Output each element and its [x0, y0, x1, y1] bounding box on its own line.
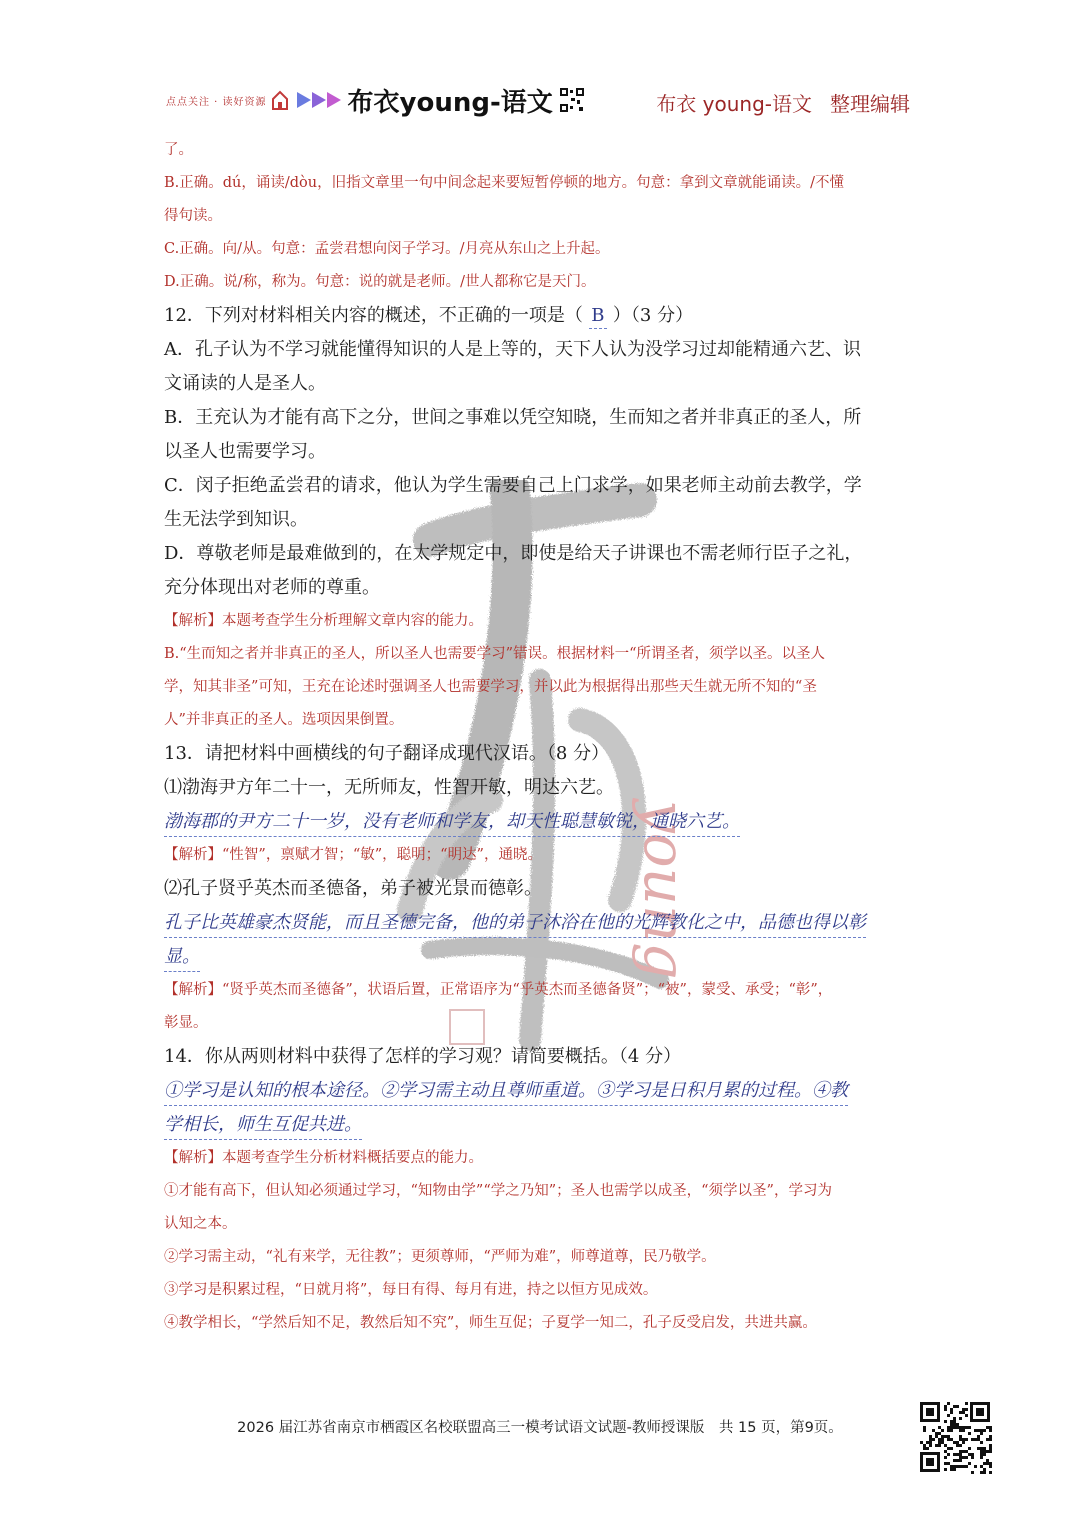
answer-line [164, 940, 916, 974]
question-12-answer: B [589, 304, 607, 329]
brand-logo [166, 82, 585, 118]
answer-line [164, 805, 916, 839]
answer-underline: 孔子比英雄豪杰贤能，而且圣德完备，他的弟子沐浴在他的光辉教化之中，品德也得以彰 [164, 909, 866, 938]
question-12-prefix: 12．下列对材料相关内容的概述，不正确的一项是（ [164, 305, 583, 326]
text-line: ⑵孔子贤乎英杰而圣德备，弟子被光景而德彰。 [164, 878, 542, 899]
header-editor [656, 88, 910, 117]
text-line: 以圣人也需要学习。 [164, 441, 326, 462]
text-line: 充分体现出对老师的尊重。 [164, 577, 380, 598]
analysis-line: 【解析】“贤乎英杰而圣德备”，状语后置，正常语序为“乎英杰而圣德备贤”；“被”，蒙受、承受；“彰”， [164, 982, 833, 998]
analysis-line: 人”并非真正的圣人。选项因果倒置。 [164, 712, 404, 728]
house-icon [271, 89, 289, 111]
analysis-line: ③学习是积累过程，“日就月将”，每日有得、每月有进，持之以恒方见成效。 [164, 1282, 658, 1298]
page-header [160, 78, 920, 120]
analysis-line: 彰显。 [164, 1015, 208, 1031]
arrows-icon [297, 92, 342, 108]
answer-underline: 渤海郡的尹方二十一岁，没有老师和学友，却天性聪慧敏锐，通晓六艺。 [164, 808, 740, 837]
answer-line [164, 1108, 916, 1142]
header-editor-role: 整理编辑 [830, 92, 910, 116]
analysis-line: B.“生而知之者并非真正的圣人，所以圣人也需要学习”错误。根据材料一“所谓圣者，须学以圣。以圣人 [164, 646, 825, 662]
text-line: B．王充认为才能有高下之分，世间之事难以凭空知晓，生而知之者并非真正的圣人，所 [164, 407, 862, 428]
text-line: D．尊敬老师是最难做到的，在太学规定中，即使是给天子讲课也不需老师行臣子之礼， [164, 543, 863, 564]
header-editor-name: 布衣 young-语文 [656, 92, 812, 116]
text-line: C．闵子拒绝孟尝君的请求，他认为学生需要自己上门求学，如果老师主动前去教学，学 [164, 475, 862, 496]
brand-tagline: 点点关注 · 读好资源 [166, 96, 267, 108]
qr-code-icon [918, 1400, 992, 1474]
document-body [164, 134, 916, 1340]
analysis-line: D.正确。说/称，称为。句意：说的就是老师。/世人都称它是天门。 [164, 274, 596, 290]
analysis-line: 【解析】本题考查学生分析材料概括要点的能力。 [164, 1150, 483, 1166]
text-line: ⑴渤海尹方年二十一，无所师友，性智开敏，明达六艺。 [164, 777, 614, 798]
question-12-stem [164, 299, 916, 333]
answer-underline: 学相长，师生互促共进。 [164, 1111, 362, 1140]
text-line: 生无法学到知识。 [164, 509, 308, 530]
text-line: A．孔子认为不学习就能懂得知识的人是上等的，天下人认为没学习过却能精通六艺、识 [164, 339, 861, 360]
watermark-side-text: young [631, 800, 699, 980]
question-12-suffix: ）（3 分） [612, 305, 694, 326]
analysis-line: 了。 [164, 142, 193, 158]
answer-line [164, 906, 916, 940]
small-qr-icon [559, 87, 585, 113]
brand-name: 布衣young-语文 [347, 87, 553, 118]
analysis-line: ④教学相长，“学然后知不足，教然后知不究”，师生互促；子夏学一知二，孔子反受启发，共进共赢。 [164, 1315, 817, 1331]
answer-underline: ①学习是认知的根本途径。②学习需主动且尊师重道。③学习是日积月累的过程。④教 [164, 1077, 848, 1106]
text-line: 13．请把材料中画横线的句子翻译成现代汉语。（8 分） [164, 743, 610, 764]
analysis-line: 【解析】“性智”，禀赋才智；“敏”，聪明；“明达”，通晓。 [164, 847, 542, 863]
analysis-line: 认知之本。 [164, 1216, 237, 1232]
page-footer: 2026 届江苏省南京市栖霞区名校联盟高三一模考试语文试题-教师授课版 共 15 页，第9页。 [237, 1420, 843, 1436]
text-line: 文诵读的人是圣人。 [164, 373, 326, 394]
analysis-line: 【解析】本题考查学生分析理解文章内容的能力。 [164, 613, 483, 629]
analysis-line: ①才能有高下，但认知必须通过学习，“知物由学”“学之乃知”；圣人也需学以成圣，“须学以圣”，学习为 [164, 1183, 832, 1199]
analysis-line: B.正确。dú，诵读/dòu，旧指文章里一句中间念起来要短暂停顿的地方。句意：拿到文章就能诵读。/不懂 [164, 175, 845, 191]
answer-line [164, 1074, 916, 1108]
analysis-line: C.正确。向/从。句意：孟尝君想向闵子学习。/月亮从东山之上升起。 [164, 241, 610, 257]
text-line: 14．你从两则材料中获得了怎样的学习观？请简要概括。（4 分） [164, 1046, 682, 1067]
analysis-line: 学，知其非圣”可知，王充在论述时强调圣人也需要学习，并以此为根据得出那些天生就无所不知的“圣 [164, 679, 817, 695]
analysis-line: ②学习需主动，“礼有来学，无往教”；更须尊师，“严师为难”，师尊道尊，民乃敬学。 [164, 1249, 716, 1265]
analysis-line: 得句读。 [164, 208, 222, 224]
answer-underline: 显。 [164, 943, 200, 972]
